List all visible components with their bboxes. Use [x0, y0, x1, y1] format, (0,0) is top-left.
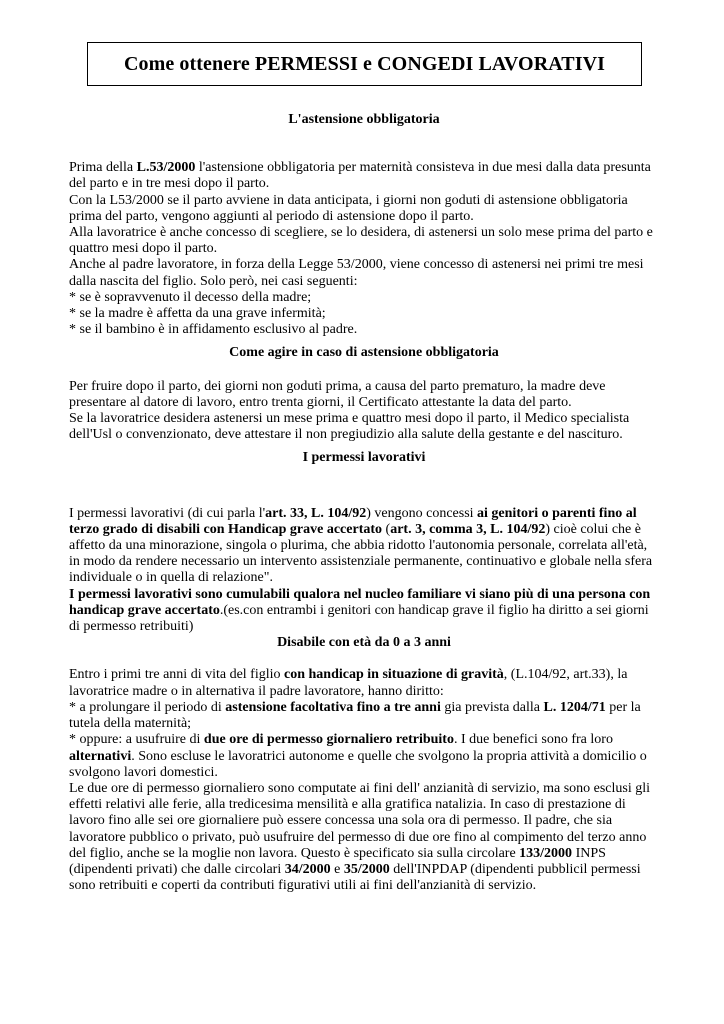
emphasis-text: I permessi lavorativi sono cumulabili qualora nel nucleo familiare vi siano più di una persona con handicap grave accertato — [69, 586, 651, 618]
text-run: ( — [382, 521, 391, 537]
paragraph-due-ore-permesso — [69, 781, 659, 894]
bullet-item: * se il bambino è in affidamento esclusivo al padre. — [69, 322, 358, 338]
text-run: l'astensione obbligatoria per maternità consisteva in due mesi dalla data presunta del parto e in tre mesi dopo il parto. — [69, 160, 651, 192]
paragraph-l53-anticipata: Con la L53/2000 se il parto avviene in data anticipata, i giorni non goduti di astensione obbligatoria prima del parto, vengono aggiunti al periodo di astensione dopo il parto. — [69, 192, 628, 224]
text-run: INPS (dipendenti privati) che dalle circolari — [69, 845, 606, 877]
heading-astensione-obbligatoria: L'astensione obbligatoria — [288, 112, 440, 127]
emphasis-text: alternativi — [69, 748, 132, 764]
paragraph-padre-lavoratore: Anche al padre lavoratore, in forza della Legge 53/2000, viene concesso di astenersi nei primi tre mesi dalla nascita del figlio. Solo però, nei casi seguenti: — [69, 257, 644, 289]
page-title-box — [87, 42, 642, 86]
law-reference: art. 33, L. 104/92 — [265, 505, 367, 521]
text-run: * oppure: a usufruire di — [69, 732, 204, 748]
text-run: I permessi lavorativi (di cui parla l' — [69, 505, 266, 521]
emphasis-text: astensione facoltativa fino a tre anni — [225, 699, 441, 715]
paragraph-medico-specialista: Se la lavoratrice desidera astenersi un mese prima e quattro mesi dopo il parto, il Medico specialista dell'Usl o convenzionato, deve attestare il non pregiudizio alla salute della gestante e del nascituro. — [69, 411, 630, 443]
circular-reference: 34/2000 — [284, 861, 331, 877]
paragraph-permessi-cumulabili — [69, 587, 659, 636]
text-run: gia prevista dalla — [440, 699, 544, 715]
bullet-item: * se è sopravvenuto il decesso della madre; — [69, 289, 312, 305]
heading-disabile-0-3-anni: Disabile con età da 0 a 3 anni — [277, 635, 451, 651]
text-run: . I due benefici sono fra loro — [453, 732, 613, 748]
paragraph-fruire-dopo-parto: Per fruire dopo il parto, dei giorni non goduti prima, a causa del parto prematuro, la madre deve presentare al datore di lavoro, entro trenta giorni, il Certificato attestante la data del parto. — [69, 378, 606, 410]
circular-reference: 133/2000 — [519, 845, 573, 861]
emphasis-text: due ore di permesso giornaliero retribuito — [203, 732, 454, 748]
text-run: , (L.104/92, art.33), la lavoratrice madre o in alternativa il padre lavoratore, hanno diritto: — [69, 667, 628, 699]
document-body — [69, 112, 659, 894]
text-run: per la tutela della maternità; — [69, 699, 641, 732]
law-reference: art. 3, comma 3, L. 104/92 — [390, 521, 546, 537]
heading-permessi-lavorativi: I permessi lavorativi — [302, 450, 426, 466]
paragraph-primi-tre-anni — [69, 667, 659, 699]
paragraph-permessi-concessi — [69, 506, 659, 587]
law-reference: L.53/2000 — [136, 160, 196, 176]
text-run: Le due ore di permesso giornaliero sono computate ai fini dell' anzianità di servizio, ma sono esclusi gli effetti relativi alle ferie, alla tredicesima mensilità e alla gratifica natalizia. In caso di prestazione di lavoro fino alle sei ore giornaliere può essere concessa una sola ora di permesso. Il padre, che sia lavoratore pubblico o privato, può usufruire del permesso di due ore fino al compimento del terzo anno del figlio, anche se la moglie non lavora. Questo è specificato sia sulla circolare — [69, 780, 651, 861]
bullet-item — [69, 700, 659, 732]
text-run: . Sono escluse le lavoratrici autonome e quelle che svolgono la propria attività a domicilio o svolgono lavori domestici. — [69, 748, 647, 780]
page-title: Come ottenere PERMESSI e CONGEDI LAVORATIVI — [123, 52, 606, 75]
text-run: Entro i primi tre anni di vita del figlio — [69, 667, 285, 683]
paragraph-lavoratrice-scelta: Alla lavoratrice è anche concesso di scegliere, se lo desidera, di astenersi un solo mese prima del parto e quattro mesi dopo il parto. — [69, 225, 653, 257]
text-run: e — [330, 861, 344, 877]
paragraph-prima-della — [69, 160, 659, 192]
text-run: ) vengono concessi — [366, 505, 478, 521]
bullet-item — [69, 732, 659, 781]
text-run: ) cioè colui che è affetto da una minorazione, singola o plurima, che abbia ridotto l'autonomia personale, correlata all'età, in modo da rendere necessario un intervento assistenziale permanente, continuativo e globale nella sfera individuale o in quella di relazione". — [69, 521, 653, 586]
bullet-item: * se la madre è affetta da una grave infermità; — [69, 306, 326, 322]
circular-reference: 35/2000 — [343, 861, 390, 877]
heading-come-agire: Come agire in caso di astensione obbligatoria — [229, 345, 499, 361]
text-run: .(es.con entrambi i genitori con handicap grave il figlio ha diritto a sei giorni di permesso retribuiti) — [69, 602, 649, 635]
text-run: Prima della — [69, 160, 137, 176]
emphasis-text: ai genitori o parenti fino al terzo grado di disabili con Handicap grave accertato — [69, 505, 637, 537]
text-run: * a prolungare il periodo di — [69, 699, 226, 715]
law-reference: L. 1204/71 — [543, 699, 606, 715]
emphasis-text: con handicap in situazione di gravità — [284, 667, 504, 683]
text-run: dell'INPDAP (dipendenti pubblicil permessi sono retribuiti e coperti da contributi figurativi utili ai fini dell'anzianità di servizio. — [69, 861, 641, 894]
